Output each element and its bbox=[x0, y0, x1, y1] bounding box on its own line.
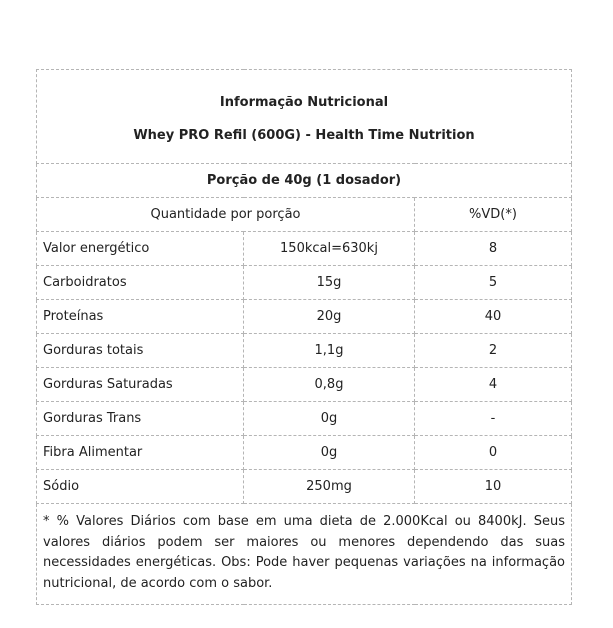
table-row bbox=[37, 402, 572, 436]
nutrient-amount: 0,8g bbox=[244, 368, 415, 402]
table-title: Informação Nutricional bbox=[219, 95, 389, 110]
table-row bbox=[37, 232, 572, 266]
nutrient-vd: - bbox=[415, 402, 572, 436]
table-header-row bbox=[37, 70, 572, 164]
nutrient-amount: 15g bbox=[244, 266, 415, 300]
portion-row bbox=[37, 164, 572, 198]
nutrient-vd: 10 bbox=[415, 470, 572, 504]
nutrient-amount: 150kcal=630kj bbox=[244, 232, 415, 266]
vd-header: %VD(*) bbox=[415, 198, 572, 232]
nutrient-name: Carboidratos bbox=[37, 266, 244, 300]
footnote-row bbox=[37, 504, 572, 605]
table-row bbox=[37, 300, 572, 334]
nutrient-vd: 2 bbox=[415, 334, 572, 368]
nutrition-table bbox=[36, 69, 572, 605]
nutrient-vd: 4 bbox=[415, 368, 572, 402]
table-row bbox=[37, 266, 572, 300]
column-header-row bbox=[37, 198, 572, 232]
nutrient-name: Proteínas bbox=[37, 300, 244, 334]
nutrient-vd: 5 bbox=[415, 266, 572, 300]
nutrient-amount: 20g bbox=[244, 300, 415, 334]
table-title-cell bbox=[37, 70, 572, 164]
nutrient-amount: 0g bbox=[244, 436, 415, 470]
nutrient-name: Gorduras Saturadas bbox=[37, 368, 244, 402]
footnote: * % Valores Diários com base em uma dieta de 2.000Kcal ou 8400kJ. Seus valores diários podem ser maiores ou menores dependendo das suas necessidades energéticas. Obs: Pode haver pequenas variações na informação nutricional, de acordo com o sabor. bbox=[37, 504, 572, 605]
table-row bbox=[37, 436, 572, 470]
nutrient-name: Gorduras Trans bbox=[37, 402, 244, 436]
table-row bbox=[37, 334, 572, 368]
nutrient-amount: 0g bbox=[244, 402, 415, 436]
nutrient-name: Fibra Alimentar bbox=[37, 436, 244, 470]
nutrient-amount: 1,1g bbox=[244, 334, 415, 368]
product-name: Whey PRO Refil (600G) - Health Time Nutrition bbox=[133, 128, 475, 143]
nutrient-name: Sódio bbox=[37, 470, 244, 504]
table-row bbox=[37, 470, 572, 504]
nutrient-vd: 0 bbox=[415, 436, 572, 470]
nutrient-amount: 250mg bbox=[244, 470, 415, 504]
quantity-header: Quantidade por porção bbox=[37, 198, 415, 232]
table-row bbox=[37, 368, 572, 402]
nutrient-name: Valor energético bbox=[37, 232, 244, 266]
nutrient-vd: 40 bbox=[415, 300, 572, 334]
nutrient-name: Gorduras totais bbox=[37, 334, 244, 368]
portion-label: Porção de 40g (1 dosador) bbox=[37, 164, 572, 198]
nutrient-vd: 8 bbox=[415, 232, 572, 266]
